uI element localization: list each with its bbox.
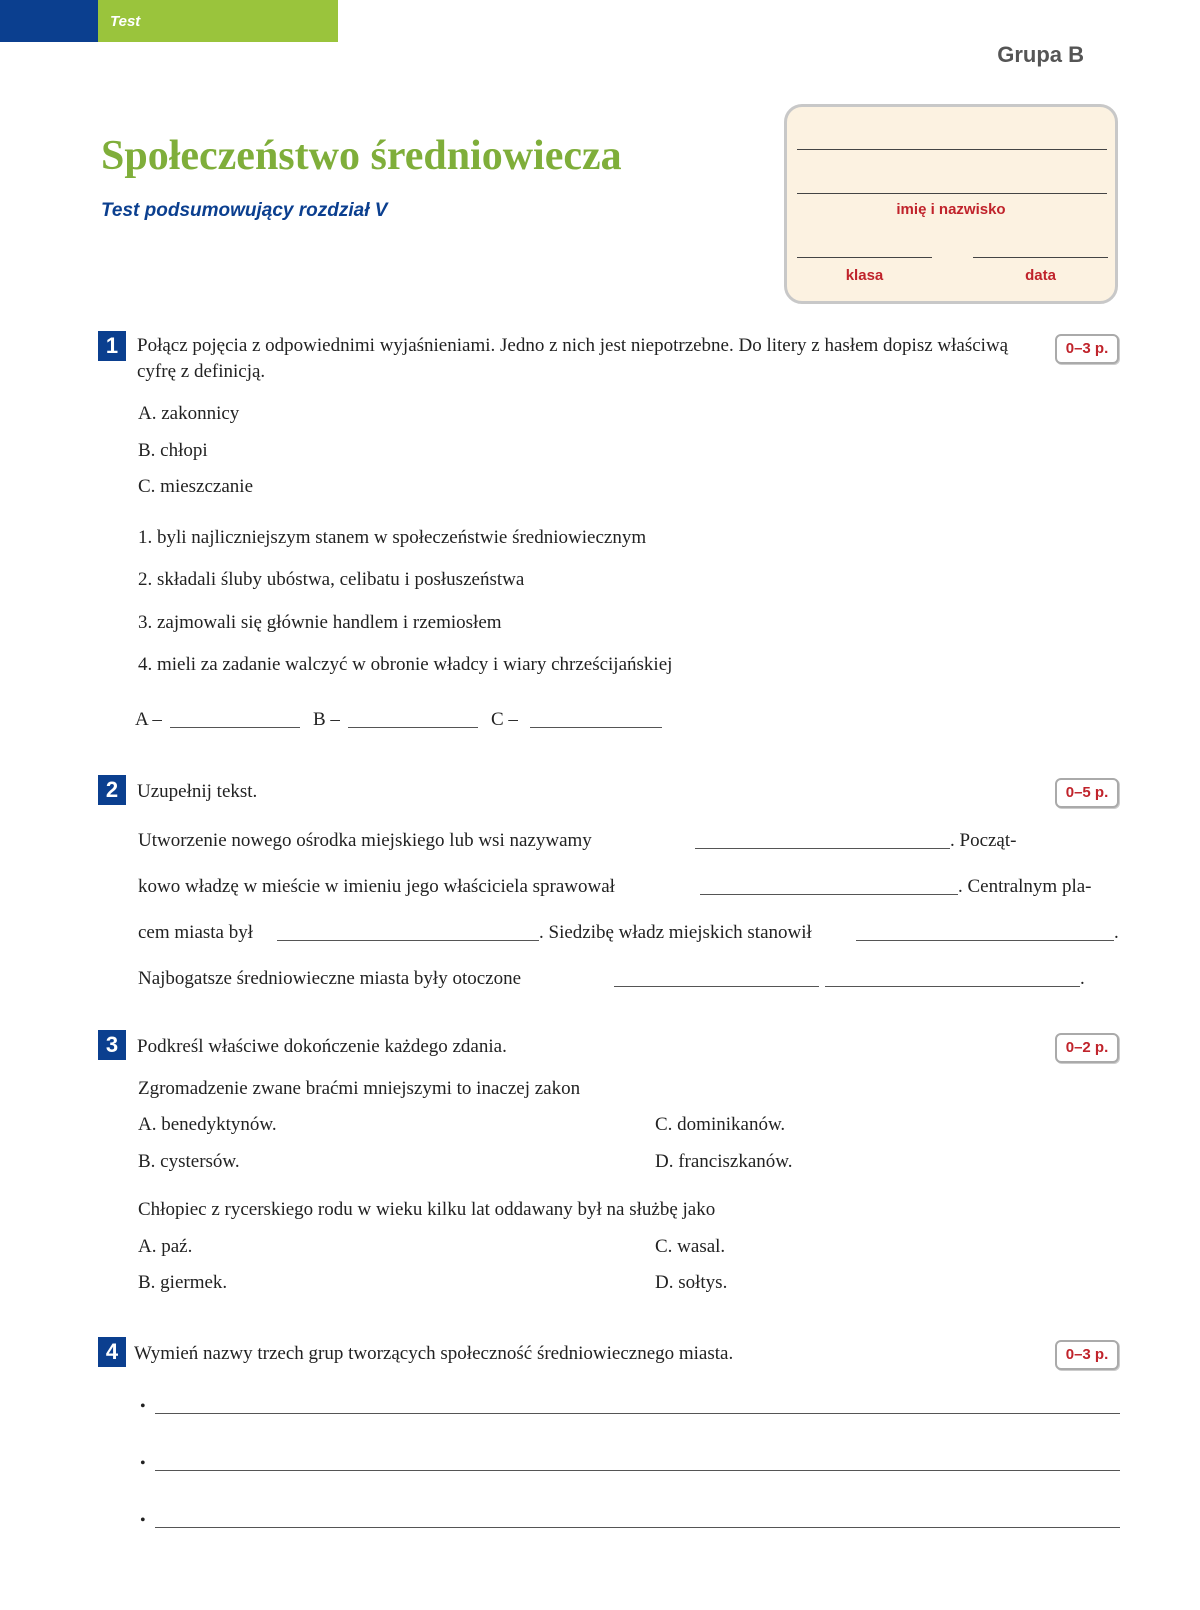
q1-term-c: C. mieszczanie <box>138 476 254 497</box>
q2-line-2-start: kowo władzę w mieście w imieniu jego właściciela sprawował <box>138 876 615 897</box>
q2-line-4-end: . <box>1080 968 1085 989</box>
q1-answer-c-label: C – <box>491 709 518 730</box>
question-2-points: 0–5 p. <box>1055 778 1119 808</box>
q1-term-b: B. chłopi <box>138 440 208 461</box>
q1-answer-b-label: B – <box>313 709 340 730</box>
q3-s1-option-b[interactable]: B. cystersów. <box>138 1151 240 1172</box>
q3-s2-option-a[interactable]: A. paź. <box>138 1236 193 1257</box>
q1-term-a: A. zakonnicy <box>138 403 240 424</box>
q1-answer-b-line[interactable] <box>348 727 478 728</box>
q2-line-1-end: . Począt- <box>950 830 1017 851</box>
q2-line-3-start: cem miasta był <box>138 922 254 943</box>
q3-s2-option-c[interactable]: C. wasal. <box>655 1236 726 1257</box>
page-title: Społeczeństwo średniowiecza <box>101 133 622 179</box>
name-line-1[interactable] <box>797 149 1107 150</box>
q4-answer-line-1[interactable] <box>155 1413 1120 1414</box>
name-label: imię i nazwisko <box>896 201 1006 218</box>
q2-line-4-start: Najbogatsze średniowieczne miasta były otoczone <box>138 968 522 989</box>
q1-answer-a-line[interactable] <box>170 727 300 728</box>
q2-line-1-start: Utworzenie nowego ośrodka miejskiego lub wsi nazywamy <box>138 830 592 851</box>
q3-s1-option-d[interactable]: D. franciszkanów. <box>655 1151 793 1172</box>
q4-bullet-3: • <box>140 1512 146 1529</box>
group-label: Grupa B <box>997 42 1084 67</box>
q1-definition-2: 2. składali śluby ubóstwa, celibatu i posłuszeństwa <box>138 569 525 590</box>
question-2-number: 2 <box>98 775 126 805</box>
q4-answer-line-3[interactable] <box>155 1527 1120 1528</box>
question-4-points: 0–3 p. <box>1055 1340 1119 1370</box>
q4-bullet-1: • <box>140 1398 146 1415</box>
q2-blank-3[interactable] <box>277 940 539 941</box>
q3-s2-option-b[interactable]: B. giermek. <box>138 1272 228 1293</box>
page-subtitle: Test podsumowujący rozdział V <box>101 200 388 221</box>
q1-definition-3: 3. zajmowali się głównie handlem i rzemiosłem <box>138 612 502 633</box>
q1-definition-4: 4. mieli za zadanie walczyć w obronie władcy i wiary chrześcijańskiej <box>138 654 673 675</box>
question-1-text: Połącz pojęcia z odpowiednimi wyjaśnieniami. Jedno z nich jest niepotrzebne. Do litery z hasłem dopisz właściwą cyfrę z definicją. <box>137 335 1009 382</box>
question-1-number: 1 <box>98 331 126 361</box>
q2-blank-1[interactable] <box>695 848 950 849</box>
q2-line-3-end: . <box>1114 922 1119 943</box>
q3-s1-option-a[interactable]: A. benedyktynów. <box>138 1114 277 1135</box>
question-1-points: 0–3 p. <box>1055 334 1119 364</box>
q2-blank-2[interactable] <box>700 894 958 895</box>
q2-blank-4[interactable] <box>856 940 1114 941</box>
name-line-2[interactable] <box>797 193 1107 194</box>
q4-answer-line-2[interactable] <box>155 1470 1120 1471</box>
q4-bullet-2: • <box>140 1455 146 1472</box>
header-bar-blue <box>0 0 98 42</box>
q1-definition-1: 1. byli najliczniejszym stanem w społeczeństwie średniowiecznym <box>138 527 647 548</box>
q2-blank-5[interactable] <box>614 986 819 987</box>
class-line[interactable] <box>797 257 932 258</box>
date-label: data <box>1025 267 1056 284</box>
q3-sentence-1-stem: Zgromadzenie zwane braćmi mniejszymi to inaczej zakon <box>138 1078 581 1099</box>
q2-line-3-middle: . Siedzibę władz miejskich stanowił <box>539 922 812 943</box>
q2-blank-6[interactable] <box>825 986 1080 987</box>
date-line[interactable] <box>973 257 1108 258</box>
student-info-box <box>784 104 1118 304</box>
q3-s1-option-c[interactable]: C. dominikanów. <box>655 1114 786 1135</box>
question-3-number: 3 <box>98 1030 126 1060</box>
q1-answer-a-label: A – <box>135 709 162 730</box>
question-2-text: Uzupełnij tekst. <box>137 781 258 802</box>
q3-sentence-2-stem: Chłopiec z rycerskiego rodu w wieku kilku lat oddawany był na służbę jako <box>138 1199 716 1220</box>
question-4-number: 4 <box>98 1337 126 1367</box>
header-tag: Test <box>110 13 141 30</box>
q2-line-2-end: . Centralnym pla- <box>958 876 1092 897</box>
q3-s2-option-d[interactable]: D. sołtys. <box>655 1272 728 1293</box>
question-3-points: 0–2 p. <box>1055 1033 1119 1063</box>
question-4-text: Wymień nazwy trzech grup tworzących społeczność średniowiecznego miasta. <box>134 1343 734 1364</box>
question-3-text: Podkreśl właściwe dokończenie każdego zdania. <box>137 1036 507 1057</box>
class-label: klasa <box>845 267 884 284</box>
q1-answer-c-line[interactable] <box>530 727 662 728</box>
